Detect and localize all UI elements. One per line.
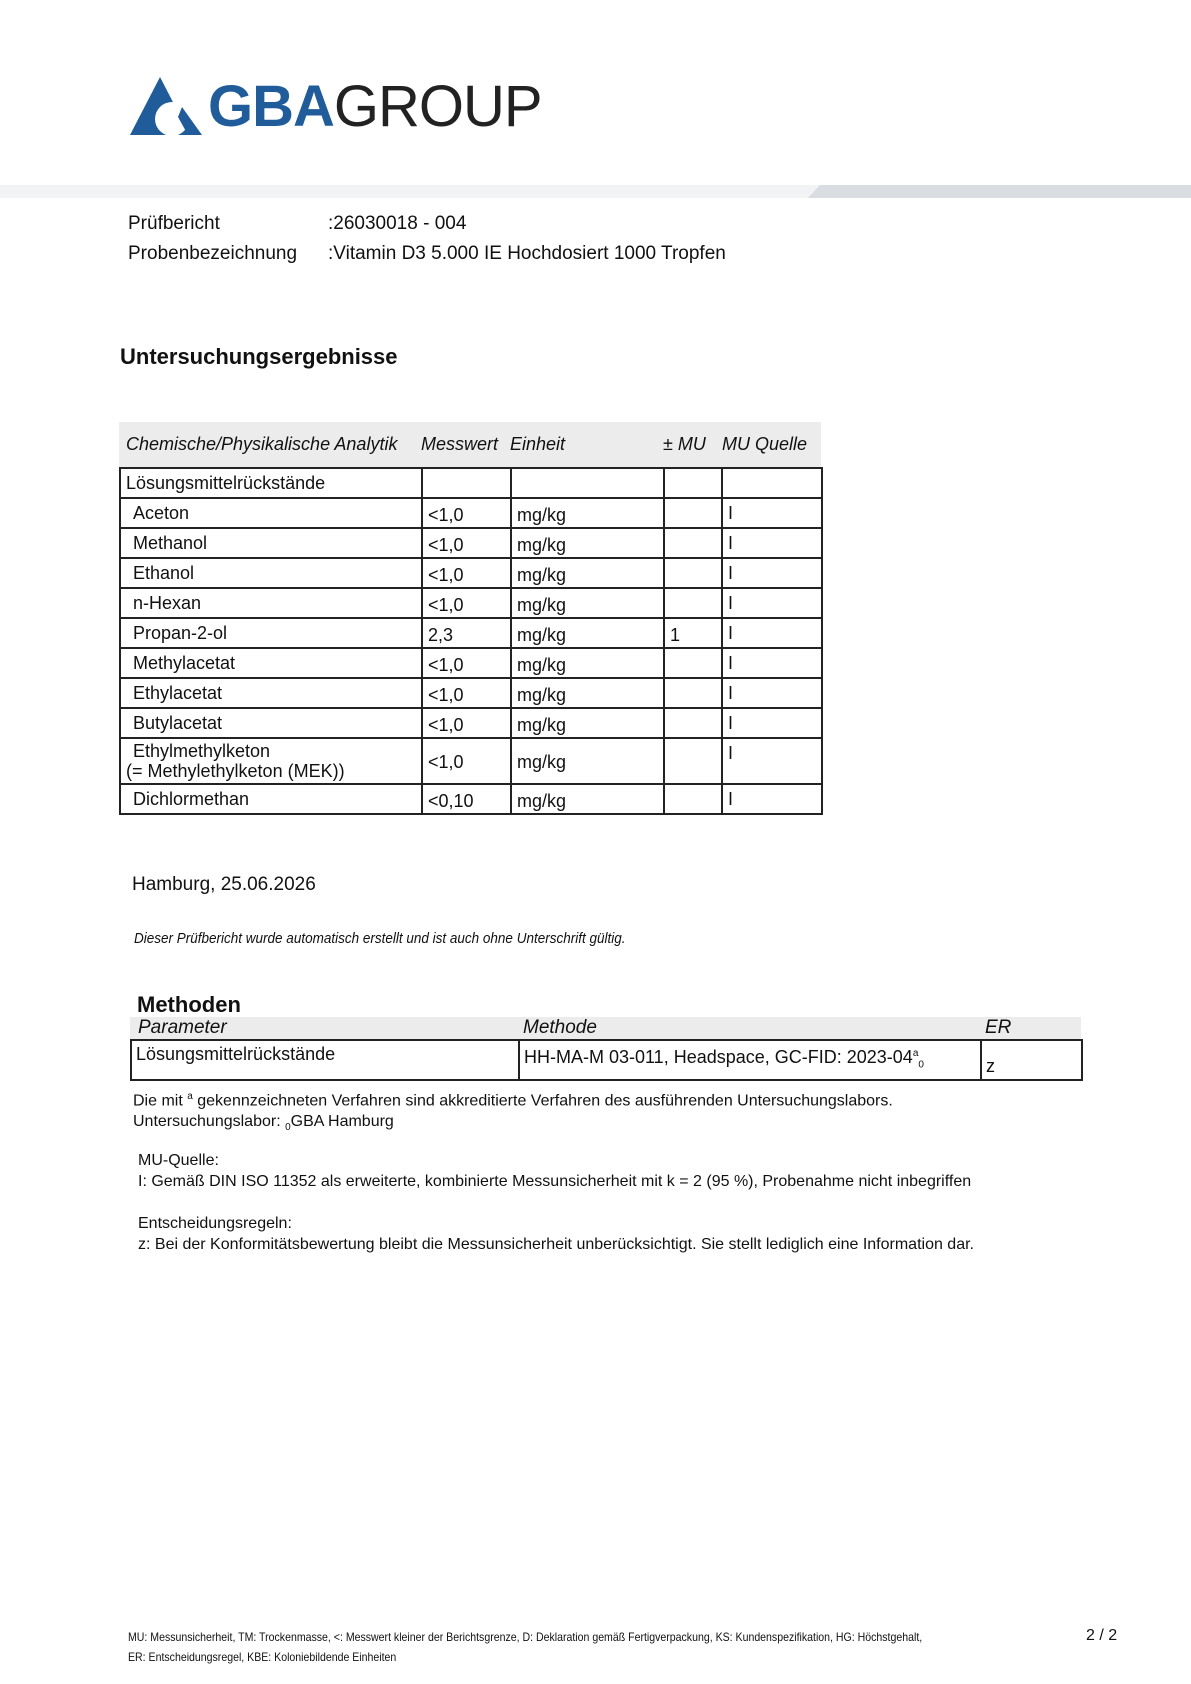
analyte-name: Ethanol [120, 558, 422, 588]
lab-name: GBA Hamburg [290, 1113, 394, 1131]
empty-cell [722, 468, 822, 498]
accreditation-marker: a [187, 1091, 193, 1102]
results-table-header [119, 422, 821, 467]
unit: mg/kg [511, 784, 664, 814]
analyte-name: Ethylacetat [120, 678, 422, 708]
decision-rules-notes [138, 1213, 974, 1255]
report-number-row [128, 209, 726, 239]
table-row [120, 618, 822, 648]
accreditation-text-post: gekennzeichneten Verfahren sind akkreditierte Verfahren des ausführenden Untersuchungslabors. [192, 1092, 893, 1110]
lab-marker: 0 [285, 1122, 291, 1134]
analyte-name: Dichlormethan [120, 784, 422, 814]
mu-source: I [722, 784, 822, 814]
mu-source: I [722, 738, 822, 784]
table-row-group [120, 468, 822, 498]
unit: mg/kg [511, 528, 664, 558]
accreditation-text-pre: Die mit [133, 1092, 188, 1110]
mu-value [664, 498, 722, 528]
header-parameter: Parameter [138, 1017, 227, 1038]
measured-value: <1,0 [422, 588, 511, 618]
sample-name-label: Probenbezeichnung [128, 243, 298, 264]
method-parameter: Lösungsmittelrückstände [131, 1040, 519, 1080]
lab-marker: 0 [918, 1059, 924, 1071]
logo-text-light: GROUP [333, 74, 542, 139]
report-number-value: :26030018 - 004 [328, 213, 467, 234]
method-cell [519, 1040, 981, 1080]
analyte-name: Butylacetat [120, 708, 422, 738]
method-name: HH-MA-M 03-011, Headspace, GC-FID: 2023-04 [524, 1047, 913, 1067]
table-row [120, 738, 822, 784]
measured-value: <0,10 [422, 784, 511, 814]
sample-name-row [128, 239, 726, 269]
accreditation-notes [133, 1086, 893, 1139]
table-row [120, 528, 822, 558]
mu-value [664, 738, 722, 784]
lab-label: Untersuchungslabor: [133, 1113, 286, 1131]
footer-line-1: MU: Messunsicherheit, TM: Trockenmasse, <: Messwert kleiner der Berichtsgrenze, D: Deklaration gemäß Fertigverpackung, KS: Kundenspezifikation, HG: Höchstgehalt, [128, 1630, 923, 1644]
header-band-dark [808, 185, 1191, 198]
unit: mg/kg [511, 738, 664, 784]
methods-title: Methoden [137, 992, 241, 1017]
header-analytics: Chemische/Physikalische Analytik [126, 434, 398, 454]
mu-source: I [722, 498, 822, 528]
report-number-label: Prüfbericht [128, 213, 220, 234]
mu-source: I [722, 618, 822, 648]
results-title: Untersuchungsergebnisse [120, 344, 398, 369]
logo-text-bold: GBA [208, 74, 334, 139]
methods-table [130, 1039, 1083, 1081]
mu-source-notes [138, 1150, 971, 1192]
measured-value: <1,0 [422, 648, 511, 678]
empty-cell [664, 468, 722, 498]
header-er: ER [985, 1017, 1012, 1038]
mu-source-text: I: Gemäß DIN ISO 11352 als erweiterte, kombinierte Messunsicherheit mit k = 2 (95 %), Probenahme nicht inbegriffen [138, 1173, 972, 1190]
empty-cell [511, 468, 664, 498]
footer-abbreviations [128, 1627, 922, 1667]
methods-table-block [130, 1017, 1081, 1081]
gba-triangle-icon [130, 77, 202, 137]
place-date: Hamburg, 25.06.2026 [132, 874, 316, 895]
header-value: Messwert [421, 434, 499, 454]
mu-value [664, 528, 722, 558]
unit: mg/kg [511, 588, 664, 618]
mu-value [664, 588, 722, 618]
mu-source: I [722, 678, 822, 708]
unit: mg/kg [511, 708, 664, 738]
measured-value: 2,3 [422, 618, 511, 648]
accreditation-line [133, 1086, 893, 1111]
table-row [120, 558, 822, 588]
mu-value: 1 [664, 618, 722, 648]
analyte-name [120, 738, 422, 784]
mu-value [664, 708, 722, 738]
table-row [120, 588, 822, 618]
analyte-name: Aceton [120, 498, 422, 528]
mu-source: I [722, 528, 822, 558]
analyte-name: Methylacetat [120, 648, 422, 678]
table-row [120, 678, 822, 708]
mu-source: I [722, 588, 822, 618]
header-band-light [0, 185, 820, 198]
mu-source: I [722, 558, 822, 588]
method-er: z [981, 1040, 1082, 1080]
decision-rules-title: Entscheidungsregeln: [138, 1215, 292, 1232]
unit: mg/kg [511, 648, 664, 678]
measured-value: <1,0 [422, 708, 511, 738]
header-method: Methode [523, 1017, 597, 1038]
accredited-marker: a [912, 1048, 919, 1059]
logo-text [208, 74, 542, 139]
report-meta [128, 209, 726, 269]
header-mu: ± MU [663, 434, 706, 454]
table-row [120, 784, 822, 814]
decision-rules-text: z: Bei der Konformitätsbewertung bleibt die Messunsicherheit unberücksichtigt. Sie stellt lediglich eine Information dar. [138, 1236, 974, 1253]
measured-value: <1,0 [422, 738, 511, 784]
mu-value [664, 678, 722, 708]
unit: mg/kg [511, 678, 664, 708]
methods-table-header [130, 1017, 1081, 1039]
unit: mg/kg [511, 558, 664, 588]
analyte-name: Methanol [120, 528, 422, 558]
unit: mg/kg [511, 618, 664, 648]
gba-group-logo [130, 72, 542, 142]
sample-name-value: :Vitamin D3 5.000 IE Hochdosiert 1000 Tropfen [328, 243, 726, 264]
measured-value: <1,0 [422, 558, 511, 588]
mu-source-title: MU-Quelle: [138, 1152, 219, 1169]
group-label: Lösungsmittelrückstände [120, 468, 422, 498]
auto-generated-note: Dieser Prüfbericht wurde automatisch erstellt und ist auch ohne Unterschrift gültig. [134, 930, 626, 947]
header-mu-source: MU Quelle [722, 434, 808, 454]
mu-source: I [722, 648, 822, 678]
analyte-name: Propan-2-ol [120, 618, 422, 648]
results-table [119, 467, 823, 815]
table-row [120, 708, 822, 738]
lab-line [133, 1111, 893, 1138]
measured-value: <1,0 [422, 498, 511, 528]
empty-cell [422, 468, 511, 498]
table-row [120, 648, 822, 678]
analyte-name: n-Hexan [120, 588, 422, 618]
header-unit: Einheit [510, 434, 566, 454]
unit: mg/kg [511, 498, 664, 528]
table-row [120, 498, 822, 528]
analyte-name-line-2: (= Methylethylketon (MEK)) [126, 761, 345, 781]
analyte-name-line-1: Ethylmethylketon [133, 741, 271, 761]
results-table-block [119, 422, 821, 815]
table-row [131, 1040, 1082, 1080]
measured-value: <1,0 [422, 528, 511, 558]
header-band [0, 185, 1191, 198]
mu-source: I [722, 708, 822, 738]
footer-line-2: ER: Entscheidungsregel, KBE: Koloniebildende Einheiten [128, 1650, 397, 1664]
measured-value: <1,0 [422, 678, 511, 708]
mu-value [664, 784, 722, 814]
page-number: 2 / 2 [1086, 1627, 1118, 1644]
mu-value [664, 648, 722, 678]
mu-value [664, 558, 722, 588]
